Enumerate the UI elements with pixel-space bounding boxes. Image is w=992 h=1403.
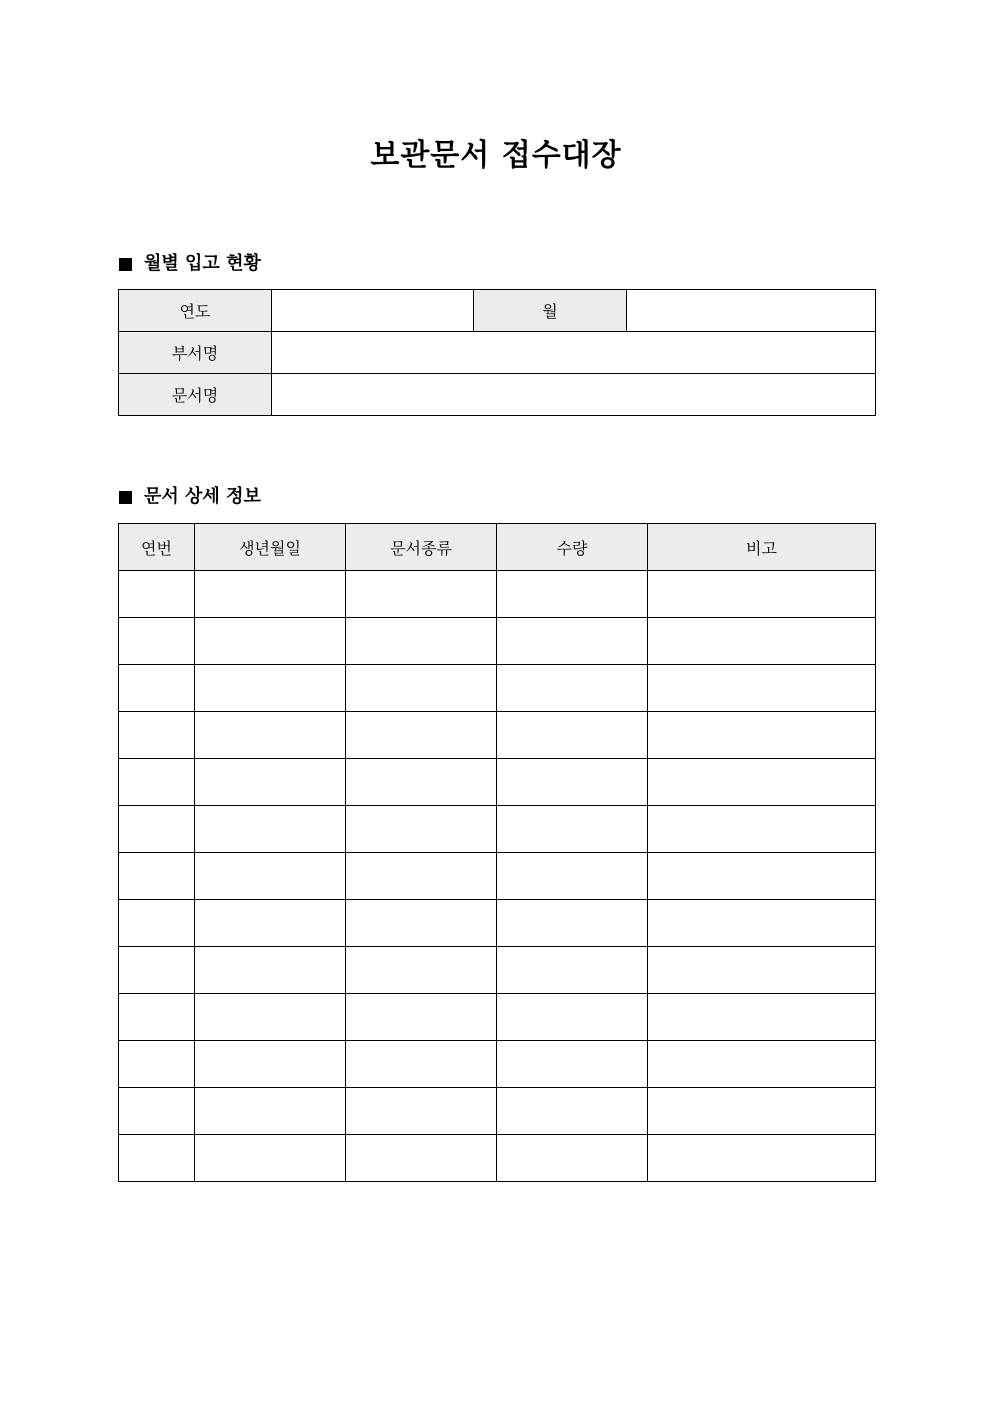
year-label: 연도	[119, 290, 272, 332]
remarks-cell[interactable]	[648, 712, 876, 759]
quantity-cell[interactable]	[497, 1041, 648, 1088]
quantity-cell[interactable]	[497, 759, 648, 806]
document-name-label: 문서명	[119, 374, 272, 416]
quantity-cell[interactable]	[497, 853, 648, 900]
serial-cell[interactable]	[119, 665, 195, 712]
table-row	[119, 806, 876, 853]
serial-cell[interactable]	[119, 1041, 195, 1088]
table-row	[119, 571, 876, 618]
serial-cell[interactable]	[119, 618, 195, 665]
quantity-cell[interactable]	[497, 665, 648, 712]
birthdate-cell[interactable]	[195, 759, 346, 806]
table-row	[119, 759, 876, 806]
square-bullet-icon	[119, 258, 132, 271]
remarks-cell[interactable]	[648, 994, 876, 1041]
remarks-cell[interactable]	[648, 806, 876, 853]
birthdate-cell[interactable]	[195, 1135, 346, 1182]
quantity-cell[interactable]	[497, 1088, 648, 1135]
remarks-cell[interactable]	[648, 1135, 876, 1182]
square-bullet-icon	[119, 491, 132, 504]
column-header-document-type: 문서종류	[346, 524, 497, 571]
table-row	[119, 374, 876, 416]
table-row	[119, 618, 876, 665]
birthdate-cell[interactable]	[195, 947, 346, 994]
document-type-cell[interactable]	[346, 1088, 497, 1135]
table-row	[119, 712, 876, 759]
column-header-serial: 연번	[119, 524, 195, 571]
document-type-cell[interactable]	[346, 1041, 497, 1088]
document-detail-table	[118, 523, 876, 1182]
document-type-cell[interactable]	[346, 806, 497, 853]
serial-cell[interactable]	[119, 712, 195, 759]
document-type-cell[interactable]	[346, 994, 497, 1041]
serial-cell[interactable]	[119, 853, 195, 900]
document-type-cell[interactable]	[346, 759, 497, 806]
department-label: 부서명	[119, 332, 272, 374]
section-heading-monthly	[119, 251, 261, 277]
quantity-cell[interactable]	[497, 806, 648, 853]
month-label: 월	[474, 290, 627, 332]
remarks-cell[interactable]	[648, 571, 876, 618]
section-heading-details	[119, 484, 261, 510]
table-body	[119, 571, 876, 1182]
document-type-cell[interactable]	[346, 1135, 497, 1182]
serial-cell[interactable]	[119, 1135, 195, 1182]
table-row	[119, 900, 876, 947]
table-row	[119, 332, 876, 374]
quantity-cell[interactable]	[497, 1135, 648, 1182]
month-field[interactable]	[627, 290, 876, 332]
quantity-cell[interactable]	[497, 900, 648, 947]
table-row	[119, 1088, 876, 1135]
year-field[interactable]	[272, 290, 474, 332]
section-heading-label: 월별 입고 현황	[144, 253, 261, 274]
serial-cell[interactable]	[119, 759, 195, 806]
remarks-cell[interactable]	[648, 618, 876, 665]
table-header-row	[119, 524, 876, 571]
column-header-birthdate: 생년월일	[195, 524, 346, 571]
serial-cell[interactable]	[119, 1088, 195, 1135]
table-row	[119, 853, 876, 900]
quantity-cell[interactable]	[497, 947, 648, 994]
serial-cell[interactable]	[119, 900, 195, 947]
birthdate-cell[interactable]	[195, 900, 346, 947]
birthdate-cell[interactable]	[195, 665, 346, 712]
serial-cell[interactable]	[119, 806, 195, 853]
table-row	[119, 994, 876, 1041]
remarks-cell[interactable]	[648, 665, 876, 712]
document-type-cell[interactable]	[346, 618, 497, 665]
remarks-cell[interactable]	[648, 900, 876, 947]
document-type-cell[interactable]	[346, 712, 497, 759]
quantity-cell[interactable]	[497, 994, 648, 1041]
remarks-cell[interactable]	[648, 1041, 876, 1088]
birthdate-cell[interactable]	[195, 806, 346, 853]
quantity-cell[interactable]	[497, 571, 648, 618]
department-field[interactable]	[272, 332, 876, 374]
table-row	[119, 947, 876, 994]
column-header-remarks: 비고	[648, 524, 876, 571]
document-type-cell[interactable]	[346, 947, 497, 994]
remarks-cell[interactable]	[648, 759, 876, 806]
table-row	[119, 1135, 876, 1182]
remarks-cell[interactable]	[648, 947, 876, 994]
column-header-quantity: 수량	[497, 524, 648, 571]
birthdate-cell[interactable]	[195, 1041, 346, 1088]
document-type-cell[interactable]	[346, 900, 497, 947]
serial-cell[interactable]	[119, 571, 195, 618]
document-type-cell[interactable]	[346, 853, 497, 900]
remarks-cell[interactable]	[648, 1088, 876, 1135]
page-title: 보관문서 접수대장	[370, 138, 622, 173]
table-row	[119, 665, 876, 712]
birthdate-cell[interactable]	[195, 571, 346, 618]
serial-cell[interactable]	[119, 994, 195, 1041]
monthly-intake-table	[118, 289, 876, 416]
serial-cell[interactable]	[119, 947, 195, 994]
quantity-cell[interactable]	[497, 712, 648, 759]
quantity-cell[interactable]	[497, 618, 648, 665]
birthdate-cell[interactable]	[195, 712, 346, 759]
birthdate-cell[interactable]	[195, 618, 346, 665]
birthdate-cell[interactable]	[195, 1088, 346, 1135]
table-row	[119, 290, 876, 332]
birthdate-cell[interactable]	[195, 853, 346, 900]
section-heading-label: 문서 상세 정보	[144, 486, 261, 507]
birthdate-cell[interactable]	[195, 994, 346, 1041]
document-type-cell[interactable]	[346, 571, 497, 618]
document-name-field[interactable]	[272, 374, 876, 416]
document-type-cell[interactable]	[346, 665, 497, 712]
table-row	[119, 1041, 876, 1088]
remarks-cell[interactable]	[648, 853, 876, 900]
